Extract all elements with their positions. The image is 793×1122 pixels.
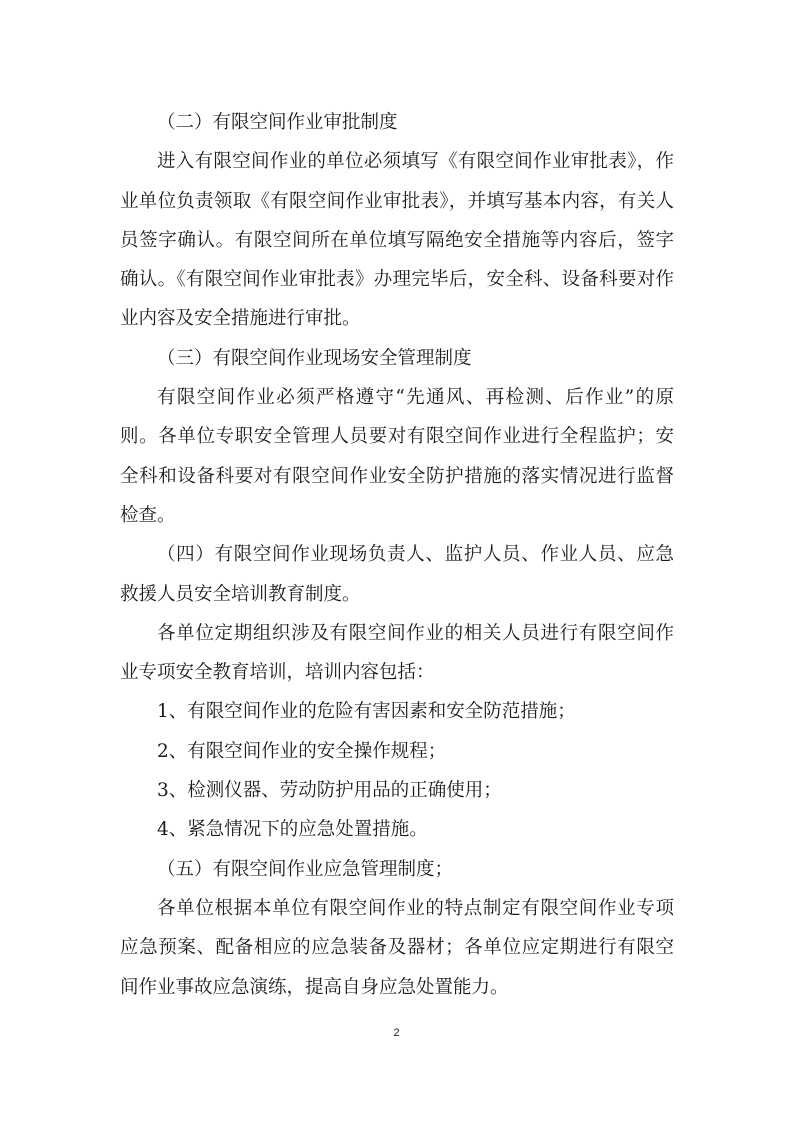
page-number: 2	[393, 1027, 400, 1039]
paragraph-training: 各单位定期组织涉及有限空间作业的相关人员进行有限空间作业专项安全教育培训，培训内容包括：	[120, 622, 674, 684]
list-item: 3、检测仪器、劳动防护用品的正确使用；	[157, 780, 502, 802]
section-heading-emergency: （五）有限空间作业应急管理制度；	[157, 858, 454, 880]
paragraph-approval: 进入有限空间作业的单位必须填写《有限空间作业审批表》，作业单位负责领取《有限空间作业审批表》，并填写基本内容，有关人员签字确认。有限空间所在单位填写隔绝安全措施等内容后，签字确认。《有限空间作业审批表》办理完毕后，安全科、设备科要对作业内容及安全措施进行审批。	[120, 151, 674, 330]
list-item: 4、紧急情况下的应急处置措施。	[157, 819, 428, 841]
list-item: 2、有限空间作业的安全操作规程；	[157, 740, 447, 762]
list-item: 1、有限空间作业的危险有害因素和安全防范措施；	[157, 701, 576, 723]
document-page-body	[120, 103, 674, 1007]
section-heading-site-safety: （三）有限空间作业现场安全管理制度	[157, 347, 472, 369]
section-heading-approval: （二）有限空间作业审批制度	[157, 112, 398, 133]
paragraph-emergency: 各单位根据本单位有限空间作业的特点制定有限空间作业专项应急预案、配备相应的应急装备及器材；各单位应定期进行有限空间作业事故应急演练，提高自身应急处置能力。	[120, 897, 674, 998]
paragraph-site-safety: 有限空间作业必须严格遵守“先通风、再检测、后作业”的原则。各单位专职安全管理人员要对有限空间作业进行全程监护；安全科和设备科要对有限空间作业安全防护措施的落实情况进行监督检查。	[120, 387, 674, 526]
section-heading-training: （四）有限空间作业现场负责人、监护人员、作业人员、应急救援人员安全培训教育制度。	[120, 544, 674, 605]
